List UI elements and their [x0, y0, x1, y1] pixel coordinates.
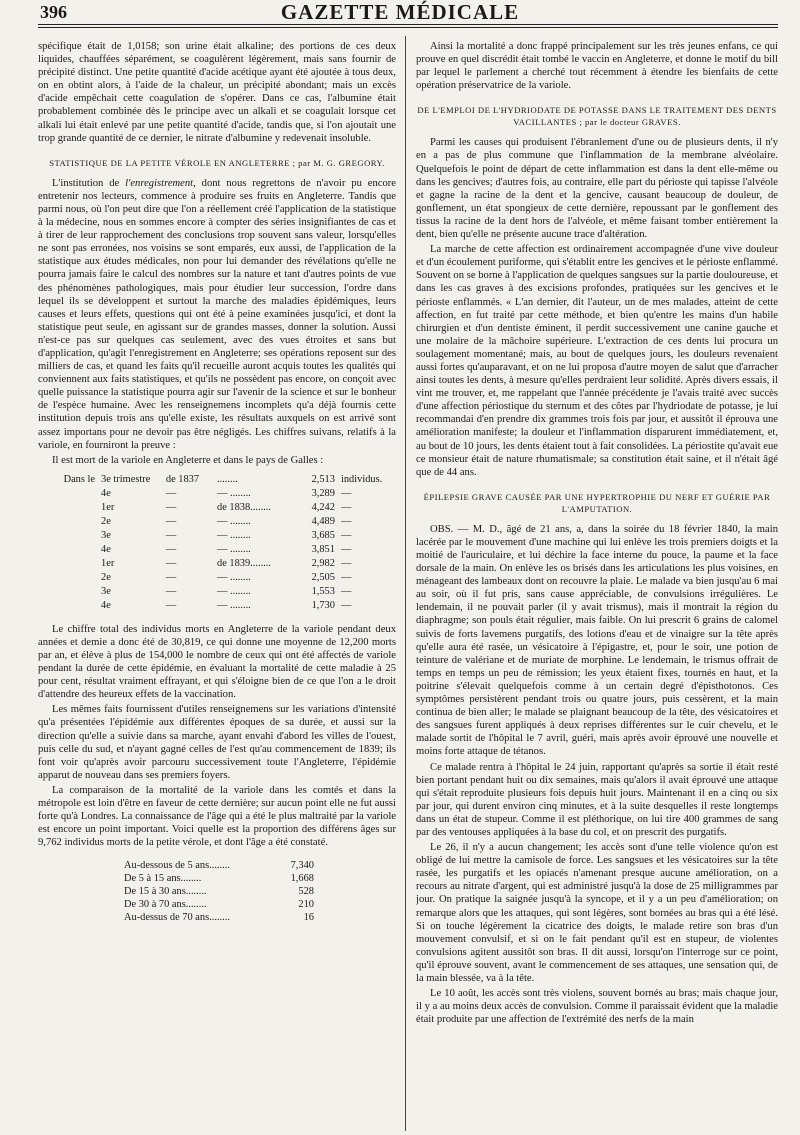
table-row: 2e — — ........ 4,489 —: [101, 515, 352, 527]
paragraph: La marche de cette affection est ordinairement accompagnée d'une vive douleur et d'un écoulement puriforme, qui s'établit entre les gencives et le périoste enflammé. Souvent on se borne à l'application de quelques sangsues sur la partie douloureuse, et dans les cas graves à des excisions profondes, pratiquées sur les gencives et le périoste enflammés. « L'an dernier, dit l'auteur, un de mes malades, atteint de cette affection, en fut traité par cette méthode, et bien qu'entre les mains d'un habile chirurgien et d'un dentiste éminent, il perdit successivement une canine gauche et une molaire de la mâchoire supérieure. L'extraction de ces dents lui procura un soulagement momentané; mais, au bout de quelques jours, les douleurs revenaient aussi fortes qu'auparavant, et on ne lui proposa d'autre moyen de salut que d'arracher ainsi toutes les dents, à mesure qu'elles perdraient leur solidité. Après divers essais, il vint me trouver, et, me rappelant que l'année précédente je l'avais traité avec succès d'une affection périostique du sternum et des côtes par l'hydriodate de potasse, je lui recommandai d'en prendre dix grammes trois fois par jour, et aussitôt il éprouva une amélioration manifeste; la douleur et l'inflammation disparurent immédiatement, et, au bout de 10 jours, les dents étaient tout à fait consolidées. La périostite qu'avait eue ce monsieur était de nature rhumatismale; sa constitution était saine, et il n'était âgé que de 44 ans.: [416, 244, 778, 478]
table-row: Au-dessous de 5 ans........ 7,340: [124, 860, 314, 872]
section-title-hydriodate: DE L'EMPLOI DE L'HYDRIODATE DE POTASSE DANS LE TRAITEMENT DES DENTS VACILLANTES ; par le docteur GRAVES.: [417, 105, 777, 128]
paragraph: Parmi les causes qui produisent l'ébranlement d'une ou de plusieurs dents, il n'y en a pas de plus commune que l'inflammation de la membrane alvéolaire. Quelquefois le point de départ de cette inflammation est dans la dent elle-même ou dans les gencives; d'autres fois, au contraire, elle part du périoste qui tapisse l'alvéole et gagne la racine de la dent et la gencive, causant beaucoup de douleur, de gonflement, un état spongieux de cette dernière, repoussant par le gonflement des tissus la racine de la dent hors de l'alvéole, et même faisant tomber entièrement la dent, bien qu'elle ne présente aucune trace d'altération.: [416, 137, 778, 241]
paragraph: OBS. — M. D., âgé de 21 ans, a, dans la soirée du 18 février 1840, la main lacérée par le mouvement d'une machine qui lui enlève les trois premiers doigts et la moitié de l'auriculaire, et lui déchire la face interne du pouce, la paume et la face dorsale de la main. On enlève les os brisés dans les articulations les plus voisines, en ménageant des lambeaux dont on recouvre la plaie. Le malade va bien jusqu'au 6 mai au soir, où il fut pris, sans cause appréciable, de convulsions irrégulières. Le lendemain, il ne pouvait parler (il y avait trismus), mais il montrait la région du diaphragme; son pouls était régulier, mais faible. On lui prescrit 6 grains de calomel suivis de forts lavemens purgatifs, des lotions d'eau et de vinaigre sur la tête après qu'elle aura été rasée, un vésicatoire à l'épigastre, et, pour le soir, une potion de teinture de valériane et de muriate de morphine. Le lendemain, le trismus offrait de temps en temps un peu de rémission; les yeux étaient fixes, tournés en haut, et la poitrine s'élevait quelquefois comme à un certain degré d'épisthotonos. Ces symptômes persistèrent pendant trois ou quatre jours, puis cessèrent, et la main continua de bien aller; le malade se plaignant beaucoup de la tête, des vésicatoires et des sangsues furent appliqués à deux reprises différentes sur le cuir chevelu, et le malade sortit de l'hôpital le 7 avril, guéri, mais après avoir éprouvé une nouvelle et moins forte attaque de tétanos.: [416, 523, 778, 758]
table-row: 1er — de 1839........ 2,982 —: [101, 557, 352, 569]
table-row: De 5 à 15 ans........ 1,668: [124, 873, 314, 885]
column-divider: [405, 36, 406, 1131]
mortality-table: [38, 473, 396, 613]
paragraph: L'institution de l'enregistrement, dont nous regrettons de n'avoir pu encore entretenir nos lecteurs, commence à produire ses fruits en Angleterre. Tandis que parmi nous, où l'on peut dire que l'on a réellement créé l'application de la statistique à la médecine, nous en sommes encore à compter des séries insignifiantes de cas et à tirer de leur rapprochement des conclusions trop souvent sans valeur, lorsqu'elles ne sont pas erronées, nos voisins se sont emparés, eux aussi, de l'application de la statistique aux études médicales, non pour lui demander des révélations qu'elle ne pourra jamais faire le calcul des nombres sur la nature et tant d'autres points de vue des phénomènes pathologiques, mais pour étudier leur succession, l'ordre dans lequel ils se développent et surtout la marche des maladies épidémiques, leurs causes et leurs effets, questions qui ont été à peine examinées jusqu'ici, et dont la statistique peut seule, en agissant sur de grandes masses, donner la solution. Aussi n'est-ce pas sur quelques cas seulement, avec des vues étroites et sans but d'application, qu'agit l'enregistrement en Angleterre; ses opérations reposent sur des milliers de cas, et quand les faits qu'il recueille auront acquis toutes les qualités qui conviennent aux faits statistiques, et qu'ils ne possèdent pas encore, on conçoit avec quelle puissance la statistique pourra agir sur l'avenir de la science et sur le bonheur de l'espèce humaine. Avec les renseignemens incomplets qu'a déjà fournis cette institution depuis trois ans qu'elle existe, les résultats auxquels on est arrivé sont assez importans pour ne devoir pas être négligés. Les chiffres suivans, relatifs à la variole, en fourniront la preuve :: [38, 177, 396, 451]
paragraph: Le 26, il n'y a aucun changement; les accès sont d'une telle violence qu'on est obligé de lui mettre la camisole de force. Les sangsues et les vésicatoires sur la tête rasée, les purgatifs et les opiacés n'amenant presque aucune amélioration, on a recours au nitrate d'argent, qui est administré jusqu'à la dose de 25 milligrammes par jour. On pratique la saignée jusqu'à la syncope, et il y a un peu d'amélioration; on remarque alors que les attaques, qui sont légères, sont bornées au bras qui a été lésé. Si on touche légèrement la cicatrice des doigts, le malade retire son bras d'un mouvement convulsif, et si on le fait pendant qu'il est en stupeur, de violentes convulsions agitent aussitôt son bras. Il dit aussi, lorsqu'on l'interroge sur ce point, qu'il éprouve souvent, avant le commencement de ses attaques, une sensation qui, de la main blessée, va à la tête.: [416, 842, 778, 984]
paragraph: La comparaison de la mortalité de la variole dans les comtés et dans la métropole est loin d'être en faveur de cette dernière; sur aucun point elle ne fut aussi forte qu'à Londres. La connaissance de l'âge qui a été le plus maltraité par la variole est encore un point important. Voici quelle est la proportion des différens âges sur 9,762 individus morts de la petite vérole, et dont l'âge a été constaté.: [38, 784, 396, 849]
table-row: 1er — de 1838........ 4,242 —: [101, 501, 352, 513]
section-title-variole: STATISTIQUE DE LA PETITE VÉROLE EN ANGLETERRE ; par M. G. GREGORY.: [49, 157, 385, 168]
paragraph: Le 10 août, les accès sont très violens, souvent bornés au bras; mais chaque jour, il y a au moins deux accès de convulsion. Comme il paraissait évident que la maladie était produite par une affection de l'extrémité des nerfs de la main: [416, 988, 778, 1026]
paragraph: spécifique était de 1,0158; son urine était alkaline; des portions de ces deux liquides, chauffées séparément, se coagulèrent légèrement, mais sans fournir de précipité distinct. Une petite quantité d'acide acétique ayant été ajoutée à tous deux, on en obtint alors, à l'aide de la chaleur, un précipité abondant; mais un excès d'acide empêchait cette coagulation de s'opérer. Dans ce cas, l'albumine était probablement combinée dès le principe avec un alkali et se coagulait lorsque cet alkali lui était enlevé par une petite quantité d'acide, tandis que, si l'on ajoutait une trop grande quantité de ce dernier, le nitrate d'albumine y redevenait insoluble.: [38, 41, 396, 144]
header-rule: [38, 24, 778, 25]
table-row: 4e — — ........ 1,730 —: [101, 599, 352, 611]
right-column: [416, 40, 778, 1132]
page-number: 396: [40, 2, 67, 22]
table-row: De 15 à 30 ans........ 528: [124, 886, 314, 898]
page-header: [0, 0, 800, 24]
table-row: 3e — — ........ 3,685 —: [101, 529, 352, 541]
table-row: 4e — — ........ 3,851 —: [101, 543, 352, 555]
table-row: 3e — — ........ 1,553 —: [101, 585, 352, 597]
table-row: 2e — — ........ 2,505 —: [101, 571, 352, 583]
left-column: [38, 40, 396, 1132]
paragraph: Les mêmes faits fournissent d'utiles renseignemens sur les variations d'intensité qu'a présentées l'épidémie aux différentes époques de sa durée, et aussi sur la direction qu'elle a suivie dans sa marche, ayant envahi d'abord les villes de l'ouest, puis celle du sud, et n'ayant gagné celles de l'est qu'au commencement de 1839; ils font voir qu'après avoir parcouru successivement toute l'Angleterre, l'épidémie apparut de nouveau dans ses premiers foyers.: [38, 704, 396, 781]
paragraph: Ainsi la mortalité a donc frappé principalement sur les très jeunes enfans, ce qui prouve en quel discrédit était tombé le vaccin en Angleterre, et donne le motif du bill par lequel le parlement a cherché tout récemment à étendre les bienfaits de cette opération préservatrice de la variole.: [416, 41, 778, 92]
paragraph: Le chiffre total des individus morts en Angleterre de la variole pendant deux années et demie a donc été de 30,819, ce qui donne une moyenne de 12,200 morts par an, et élève à plus de 154,000 le nombre de ceux qui ont été affectés de variole pendant la durée de cette épidémie, en évaluant la mortalité de cette maladie à 25 pour cent, résultat vraiment effrayant, et qui s'éloigne bien de ce que l'on a le droit d'attendre des heureux effets de la vaccination.: [38, 623, 396, 701]
masthead-title: GAZETTE MÉDICALE: [280, 0, 520, 24]
table-row: 4e — — ........ 3,289 —: [101, 487, 352, 499]
age-table: [124, 859, 396, 924]
table-row: Au-dessus de 70 ans........ 16: [124, 912, 314, 924]
emphasis: l'enregistrement: [125, 177, 194, 189]
table-row: Dans le 3e trimestre de 1837 ........ 2,513 individus.: [63, 473, 383, 485]
paragraph: Ce malade rentra à l'hôpital le 24 juin, rapportant qu'après sa sortie il était resté bien portant pendant huit ou dix semaines, mais qu'alors il avait éprouvé une attaque qui s'était reproduite plusieurs fois depuis huit jours. Maintenant il en a cinq ou six par jour, qui durent environ cinq minutes, et à la suite desquelles il reste longtemps dans un état de stupeur. Comme il est pléthorique, on lui tire 400 grammes de sang par des ventouses appliquées à la base du col, et on prescrit des purgatifs.: [416, 761, 778, 838]
table-row: De 30 à 70 ans........ 210: [124, 899, 314, 911]
section-title-epilepsie: ÉPILEPSIE GRAVE CAUSÉE PAR UNE HYPERTROPHIE DU NERF ET GUÉRIE PAR L'AMPUTATION.: [423, 491, 771, 514]
header-rule-thin: [38, 27, 778, 28]
paragraph: Il est mort de la variole en Angleterre et dans le pays de Galles :: [52, 454, 324, 466]
